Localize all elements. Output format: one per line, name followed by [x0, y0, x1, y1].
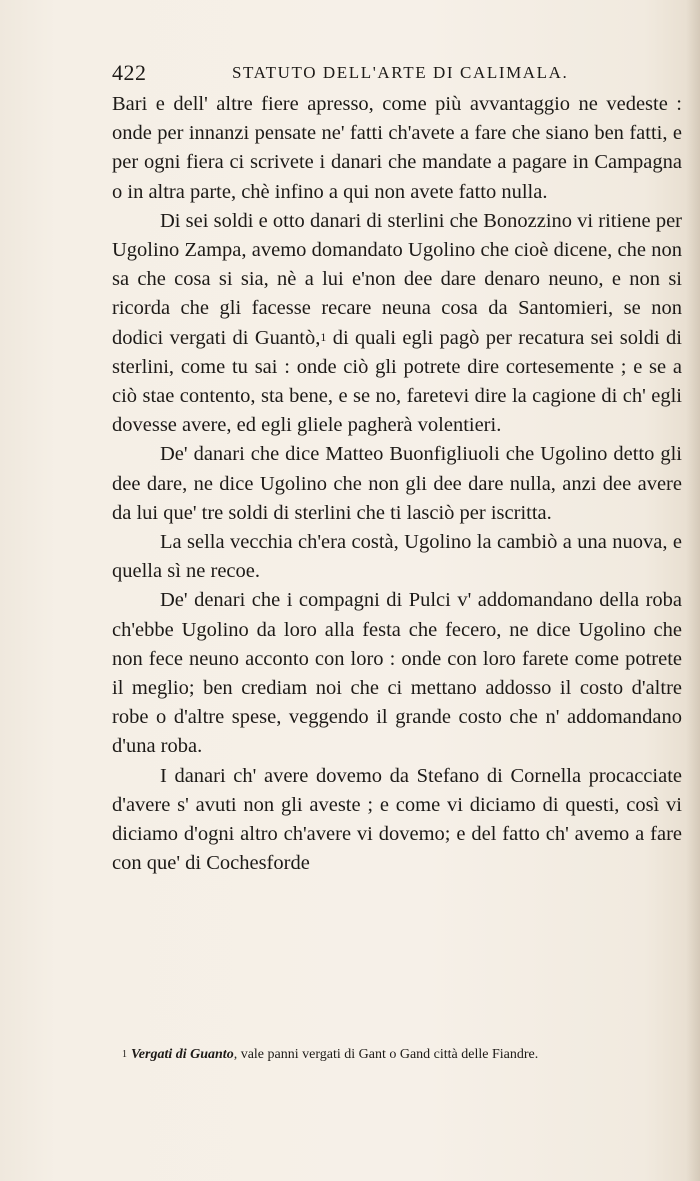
- footnote-text: , vale panni vergati di Gant o Gand città delle Fiandre.: [233, 1047, 539, 1062]
- paragraph: De' denari che i compagni di Pulci v' addomandano della roba ch'ebbe Ugolino da loro alla festa che fecero, ne dice Ugolino che non fece neuno acconto con loro : onde con loro farete come potrete il meglio; ben crediam noi che ci mettano addosso il costo d'altre robe o d'altre spese, veggendo il grande costo che n' addomandano d'una roba.: [112, 589, 682, 758]
- paragraph: Bari e dell' altre fiere apresso, come più avvantaggio ne vedeste : onde per innanzi pensate ne' fatti ch'avete a fare che siano ben fatti, e per ogni fiera ci scrivete i danari che mandate a pagare in Campagna o in altra parte, chè infino a qui non avete fatto nulla.: [112, 93, 682, 203]
- footnote-ref: 1: [320, 329, 327, 344]
- paragraph: De' danari che dice Matteo Buonfigliuoli che Ugolino detto gli dee dare, ne dice Ugolino che non gli dee dare nulla, anzi dee avere da lui que' tre soldi di sterlini che ti lasciò per iscritta.: [112, 443, 682, 524]
- footnotes: [112, 1046, 682, 1064]
- page-edge-shadow: [686, 0, 700, 1181]
- paragraph-with-note: [112, 207, 682, 441]
- paragraph-text: di quali egli pagò per recatura sei soldi di sterlini, come tu sai : onde ciò gli potrete dire cortesemente ; e se a ciò stae contento, sta bene, e se no, faretevi dire la cagione di ch' egli dovesse avere, ed egli gliele pagherà volentieri.: [112, 326, 682, 437]
- paragraph: La sella vecchia ch'era costà, Ugolino la cambiò a una nuova, e quella sì ne recoe.: [112, 531, 682, 583]
- page-number: 422: [112, 60, 147, 85]
- footnote-marker: 1: [122, 1049, 127, 1060]
- running-head: STATUTO DELL'ARTE DI CALIMALA.: [232, 63, 569, 82]
- body-text: [112, 90, 682, 878]
- footnote-term: Vergati di Guanto: [131, 1047, 234, 1062]
- paragraph: I danari ch' avere dovemo da Stefano di Cornella procacciate d'avere s' avuti non gli aveste ; e come vi diciamo di questi, così vi diciamo d'ogni altro ch'avere vi dovemo; e del fatto ch' avemo a fare con que' di Cochesforde: [112, 764, 682, 875]
- page-header: [112, 60, 682, 88]
- paragraph-text: Di sei soldi e otto danari di sterlini che Bonozzino vi ritiene per Ugolino Zampa, avemo domandato Ugolino che cioè dicene, che non sa che cosa si sia, nè a lui e'non dee dare denaro neuno, e non si ricorda che gli facesse recare neuna cosa da Santomieri, se non dodici vergati di Guantò,: [112, 209, 682, 349]
